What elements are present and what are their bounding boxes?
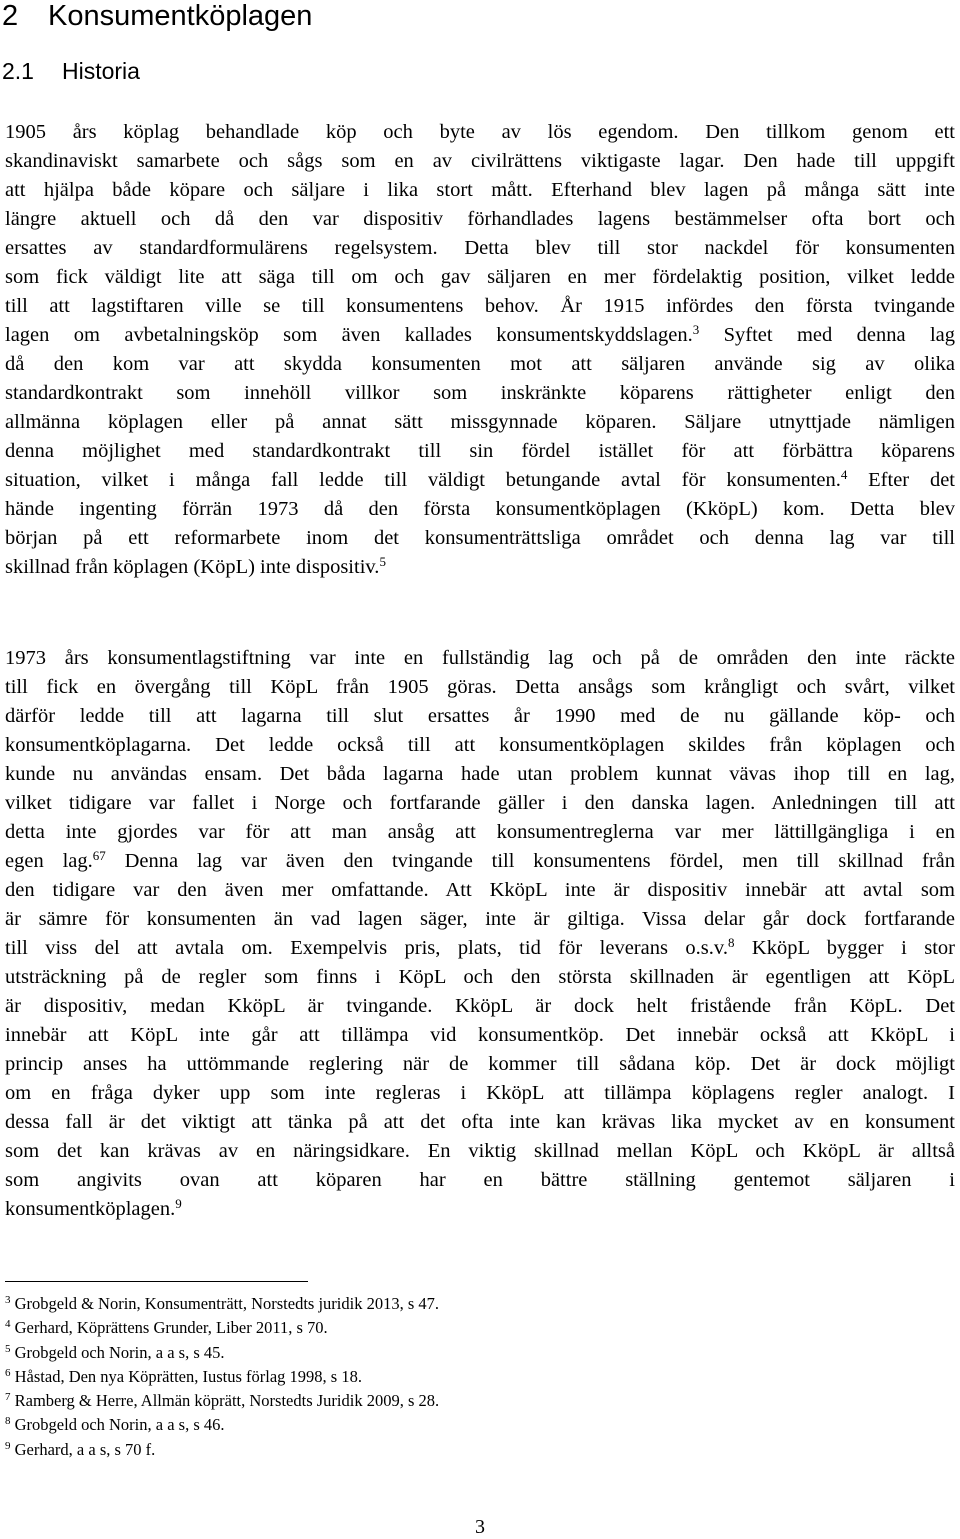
footnote-number: 8	[5, 1415, 11, 1428]
line-text: detta inte gjordes var för att man ansåg att konsumentreglerna var mer lättillgängliga i en	[5, 821, 955, 843]
line-text: Denna lag var även den tvingande till konsumentens fördel, men till skillnad från	[105, 850, 955, 872]
footnote-item	[5, 1365, 439, 1389]
text-line	[5, 350, 955, 379]
text-line	[5, 379, 955, 408]
section-heading	[2, 55, 140, 87]
text-line	[5, 1108, 955, 1137]
text-line	[5, 234, 955, 263]
line-text: princip anses ha uttömmande reglering när de kommer till sådana köp. Det är dock möjligt	[5, 1053, 955, 1075]
line-text: början på ett reformarbete inom det konsumenträttsliga området och denna lag var till	[5, 527, 955, 549]
text-line	[5, 1166, 955, 1195]
text-line	[5, 702, 955, 731]
text-line	[5, 963, 955, 992]
footnote-reference: 4	[840, 467, 848, 482]
text-line	[5, 789, 955, 818]
line-text: skillnad från köplagen (KöpL) inte dispositiv.	[5, 556, 380, 578]
line-text: är sämre för konsumenten än vad lagen säger, inte är giltiga. Vissa delar går dock fortfarande	[5, 908, 955, 930]
text-line	[5, 760, 955, 789]
line-text: till fick en övergång till KöpL från 1905 göras. Detta ansågs som krångligt och svårt, vilket	[5, 676, 955, 698]
footnote-number: 9	[5, 1439, 11, 1452]
text-line	[5, 118, 955, 147]
footnote-text: Håstad, Den nya Köprätten, Iustus förlag 1998, s 18.	[14, 1366, 362, 1386]
footnote-reference: 8	[727, 935, 735, 950]
footnote-reference: 5	[379, 554, 386, 569]
footnote-text: Gerhard, Köprättens Grunder, Liber 2011, s 70.	[14, 1318, 328, 1338]
footnote-text: Grobgeld & Norin, Konsumenträtt, Norstedts juridik 2013, s 47.	[14, 1294, 440, 1313]
line-text: till att lagstiftaren ville se till konsumentens behov. År 1915 infördes den första tvingande	[5, 295, 955, 317]
line-text: lagen om avbetalningsköp som även kallades konsumentskyddslagen.	[5, 324, 693, 346]
text-line	[5, 321, 955, 350]
text-line	[5, 524, 955, 553]
footnote-item	[5, 1316, 439, 1340]
footnote-text: Grobgeld och Norin, a a s, s 46.	[14, 1415, 225, 1435]
footnote-list	[5, 1292, 439, 1462]
line-text: KköpL bygger i stor	[734, 937, 956, 959]
line-text: är dispositiv, medan KköpL är tvingande. KköpL är dock helt fristående från KöpL. Det	[5, 995, 955, 1017]
line-text: då den kom var att skydda konsumenten mot att säljaren använde sig av olika	[5, 353, 955, 375]
text-line	[5, 1195, 955, 1224]
text-line	[5, 495, 955, 524]
footnote-number: 3	[5, 1294, 11, 1306]
paragraph-history-2	[5, 644, 955, 1224]
line-text: standardkontrakt som innehöll villkor som inskränkte köparens rättigheter enligt den	[5, 382, 955, 404]
line-text: längre aktuell och då den var dispositiv förhandlades lagens bestämmelser ofta bort och	[5, 208, 955, 230]
line-text: till viss del att avtala om. Exempelvis pris, plats, tid för leverans o.s.v.	[5, 937, 728, 959]
line-text: därför ledde till att lagarna till slut ersattes år 1990 med de nu gällande köp- och	[5, 705, 955, 727]
footnote-item	[5, 1389, 439, 1413]
page-number: 3	[475, 1516, 485, 1538]
text-line	[5, 1137, 955, 1166]
text-line	[5, 905, 955, 934]
footnote-text: Ramberg & Herre, Allmän köprätt, Norstedts Juridik 2009, s 28.	[14, 1391, 440, 1411]
footnote-text: Gerhard, a a s, s 70 f.	[14, 1439, 156, 1459]
text-line	[5, 292, 955, 321]
text-line	[5, 731, 955, 760]
line-text: innebär att KöpL inte går att tillämpa vid konsumentköp. Det innebär också att KköpL i	[5, 1024, 955, 1046]
text-line	[5, 176, 955, 205]
text-line	[5, 147, 955, 176]
text-line	[5, 1021, 955, 1050]
line-text: att hjälpa både köpare och säljare i lika stort mått. Efterhand blev lagen på många sätt inte	[5, 179, 955, 201]
line-text: denna möjlighet med standardkontrakt till sin fördel istället för att förbättra köparens	[5, 440, 955, 462]
line-text: allmänna köplagen eller på annat sätt missgynnade köparen. Säljare utnyttjade nämligen	[5, 411, 955, 433]
line-text: 1973 års konsumentlagstiftning var inte en fullständig lag och på de områden den inte räckte	[5, 647, 955, 669]
line-text: som fick väldigt lite att säga till om och gav säljaren en mer fördelaktig position, vilket ledde	[5, 266, 955, 288]
text-line	[5, 673, 955, 702]
footnote-number: 5	[5, 1342, 11, 1355]
text-line	[5, 1050, 955, 1079]
line-text: skandinaviskt samarbete och sågs som en av civilrättens viktigaste lagar. Den hade till uppgift	[5, 150, 955, 172]
section-number: 2.1	[2, 58, 34, 84]
line-text: som angivits ovan att köparen har en bättre ställning gentemot säljaren i	[5, 1169, 955, 1191]
footnote-reference: 3	[692, 322, 700, 337]
footnote-reference: 67	[92, 848, 106, 863]
line-text: konsumentköplagen.	[5, 1198, 176, 1220]
text-line	[5, 818, 955, 847]
line-text: vilket tidigare var fallet i Norge och fortfarande gäller i den danska lagen. Anledningen till att	[5, 792, 955, 814]
line-text: den tidigare var den även mer omfattande. Att KköpL inte är dispositiv innebär att avtal som	[5, 879, 955, 901]
line-text: situation, vilket i många fall ledde till väldigt betungande avtal för konsumenten.	[5, 469, 841, 491]
line-text: utsträckning på de regler som finns i KöpL och den största skillnaden är egentligen att KöpL	[5, 966, 955, 988]
text-line	[5, 992, 955, 1021]
paragraph-history-1	[5, 118, 955, 582]
footnote-item	[5, 1413, 439, 1437]
text-line	[5, 934, 955, 963]
text-line	[5, 847, 955, 876]
line-text: kunde nu användas ensam. Det båda lagarna hade utan problem kunnat vävas ihop till en lag,	[5, 763, 955, 785]
line-text: hände ingenting förrän 1973 då den första konsumentköplagen (KköpL) kom. Detta blev	[5, 498, 955, 520]
text-line	[5, 644, 955, 673]
line-text: ersattes av standardformulärens regelsystem. Detta blev till stor nackdel för konsumenten	[5, 237, 955, 259]
text-line	[5, 437, 955, 466]
footnote-number: 4	[5, 1318, 11, 1331]
footnote-reference: 9	[175, 1196, 182, 1211]
section-title: Historia	[62, 58, 140, 84]
footnote-item	[5, 1292, 439, 1316]
footnote-number: 7	[5, 1391, 11, 1404]
text-line	[5, 1079, 955, 1108]
text-line	[5, 263, 955, 292]
footnote-item	[5, 1341, 439, 1365]
text-line	[5, 553, 955, 582]
footnote-number: 6	[5, 1366, 11, 1379]
line-text: som det kan krävas av en näringsidkare. En viktig skillnad mellan KöpL och KköpL är alltså	[5, 1140, 955, 1162]
text-line	[5, 466, 955, 495]
chapter-number: 2	[2, 0, 19, 32]
text-line	[5, 205, 955, 234]
line-text: Syftet med denna lag	[699, 324, 955, 346]
footnote-item	[5, 1438, 439, 1462]
footnote-separator	[5, 1281, 308, 1282]
chapter-heading	[2, 0, 312, 36]
line-text: dessa fall är det viktigt att tänka på att det ofta inte kan krävas lika mycket av en konsument	[5, 1111, 955, 1133]
line-text: konsumentköplagarna. Det ledde också till att konsumentköplagen skildes från köplagen och	[5, 734, 955, 756]
line-text: Efter det	[847, 469, 955, 491]
text-line	[5, 876, 955, 905]
line-text: om en fråga dyker upp som inte regleras i KköpL att tillämpa köplagens regler analogt. I	[5, 1082, 955, 1104]
chapter-title: Konsumentköplagen	[48, 0, 313, 32]
line-text: 1905 års köplag behandlade köp och byte av lös egendom. Den tillkom genom ett	[5, 121, 955, 143]
text-line	[5, 408, 955, 437]
footnote-text: Grobgeld och Norin, a a s, s 45.	[14, 1342, 225, 1362]
line-text: egen lag.	[5, 850, 93, 872]
